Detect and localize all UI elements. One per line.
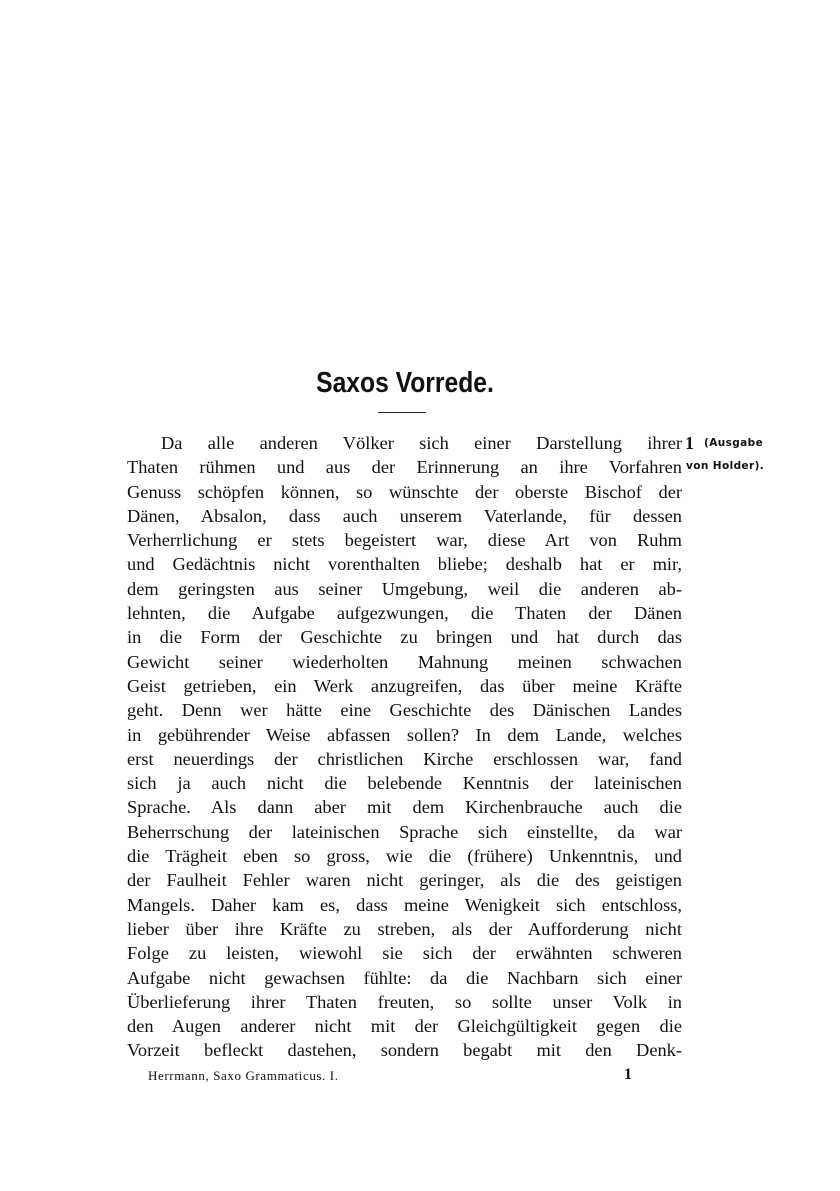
page-number: 1 (624, 1066, 632, 1083)
text-line: erst neuerdings der christlichen Kirche erschlossen war, fand (127, 748, 682, 769)
text-line: den Augen anderer nicht mit der Gleichgültigkeit gegen die (127, 1016, 682, 1037)
text-line: Thaten rühmen und aus der Erinnerung an ihre Vorfahren (127, 457, 682, 478)
text-line: Da alle anderen Völker sich einer Darstellung ihrer (161, 433, 682, 453)
text-line: Überlieferung ihrer Thaten freuten, so sollte unser Volk in (127, 991, 682, 1012)
text-line: in gebührender Weise abfassen sollen? In dem Lande, welches (127, 724, 682, 745)
text-line: Sprache. Als dann aber mit dem Kirchenbrauche auch die (127, 797, 682, 818)
text-line: in die Form der Geschichte zu bringen und hat durch das (127, 627, 682, 648)
margin-note-line1: (Ausgabe (704, 437, 764, 449)
text-line: geht. Denn wer hätte eine Geschichte des Dänischen Landes (127, 700, 682, 721)
title-rule (378, 412, 426, 413)
footer-running-head: Herrmann, Saxo Grammaticus. I. (148, 1068, 339, 1083)
text-line: Mangels. Daher kam es, dass meine Wenigkeit sich entschloss, (127, 894, 682, 915)
margin-number: 1 (685, 433, 694, 453)
text-line: die Trägheit eben so gross, wie die (frühere) Unkenntnis, und (127, 846, 682, 867)
page-title: Saxos Vorrede. (316, 367, 494, 399)
body-text (127, 431, 682, 1063)
text-line: Beherrschung der lateinischen Sprache sich einstellte, da war (127, 821, 682, 842)
text-line: lehnten, die Aufgabe aufgezwungen, die Thaten der Dänen (127, 603, 682, 624)
text-line: Gewicht seiner wiederholten Mahnung meinen schwachen (127, 651, 682, 672)
text-line: Vorzeit befleckt dastehen, sondern begabt mit den Denk- (127, 1040, 682, 1061)
text-line: Verherrlichung er stets begeistert war, diese Art von Ruhm (127, 530, 682, 551)
margin-note-line2: von Holder). (686, 460, 765, 472)
text-line: sich ja auch nicht die belebende Kenntnis der lateinischen (127, 773, 682, 794)
text-line: Geist getrieben, ein Werk anzugreifen, das über meine Kräfte (127, 675, 682, 696)
text-line: Aufgabe nicht gewachsen fühlte: da die Nachbarn sich einer (127, 967, 682, 988)
text-line: Folge zu leisten, wiewohl sie sich der erwähnten schweren (127, 943, 682, 964)
text-line: Dänen, Absalon, dass auch unserem Vaterlande, für dessen (127, 505, 682, 526)
text-line: dem geringsten aus seiner Umgebung, weil die anderen ab- (127, 578, 682, 599)
text-line: der Faulheit Fehler waren nicht geringer, als die des geistigen (127, 870, 682, 891)
text-line: und Gedächtnis nicht vorenthalten bliebe; deshalb hat er mir, (127, 554, 682, 575)
text-line: lieber über ihre Kräfte zu streben, als der Aufforderung nicht (127, 918, 682, 939)
text-line: Genuss schöpfen können, so wünschte der oberste Bischof der (127, 481, 682, 502)
